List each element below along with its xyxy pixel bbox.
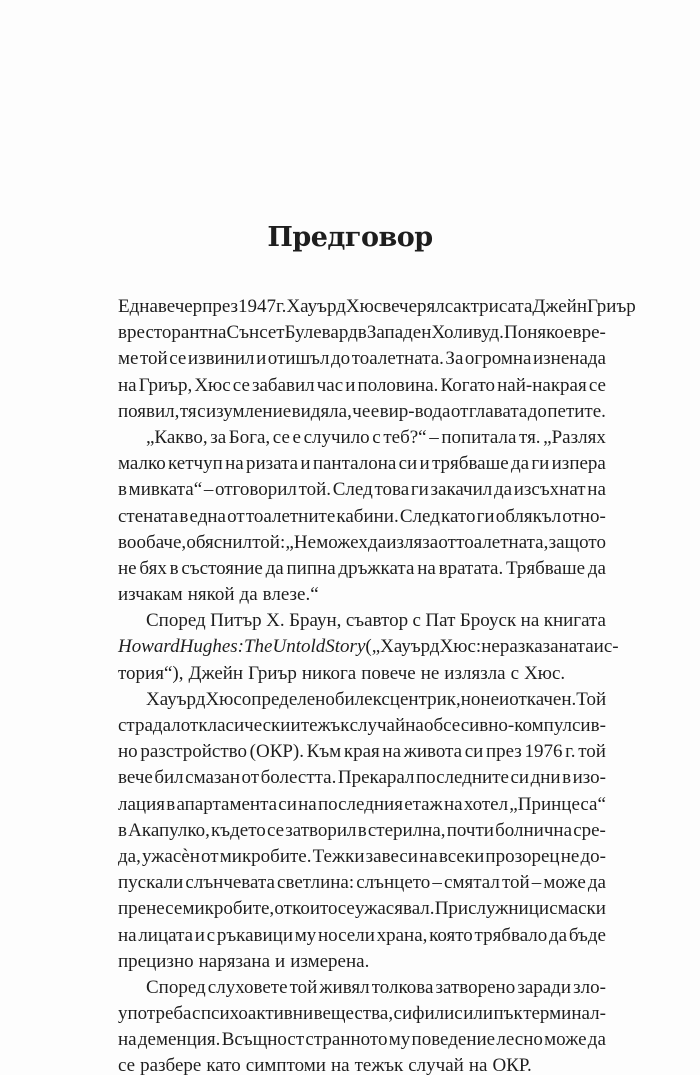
text-line: на деменция. Всъщност странното му поведение лесно може да [118, 1029, 606, 1051]
text-line: да, ужасѐн от микробите. Тежки завеси на всеки прозорец не до- [118, 845, 606, 867]
text-line: лация в апартамента си на последния етаж на хотел „Принцеса“ [118, 793, 606, 815]
text-line: ме той се извинил и отишъл до тоалетната. За огромна изненада [118, 348, 606, 370]
text-line: на лицата и с ръкавици му носели храна, която трябвало да бъде [118, 924, 606, 946]
text-line: стената в една от тоалетните кабини. След като ги облякъл отно- [118, 505, 606, 527]
text-line: малко кетчуп на ризата и панталона си и трябваше да ги изпера [118, 453, 606, 475]
text-line: „Какво, за Бога, се е случило с теб?“ – попитала тя. „Разлях [146, 426, 606, 448]
text-line: прецизно нарязана и измерена. [118, 950, 370, 972]
text-line: Според слуховете той живял толкова затворено заради зло- [146, 976, 606, 998]
text-line: в ресторант на Сънсет Булевард в Западен Холивуд. По някое вре- [118, 322, 606, 344]
text-line: в Акапулко, където се затворил в стерилна, почти болнична сре- [118, 819, 606, 841]
body-text [118, 294, 636, 1080]
text-line: не бях в състояние да пипна дръжката на вратата. Трябваше да [118, 557, 606, 579]
text-line: употреба с психоактивни вещества, сифилис или пък терминал- [118, 1003, 606, 1025]
text-line: страдал от класически и тежък случай на обсесивно-компулсив- [118, 715, 606, 736]
text-line: в мивката“ – отговорил той. След това ги закачил да изсъхнат на [118, 479, 606, 501]
text-line: во обаче, обяснил той: „Не можех да изляза от тоалетната, защото [118, 531, 606, 553]
text-line: пренесе микробите, от които се ужасявал. Прислужници с маски [118, 898, 606, 920]
text-line: пускали слънчевата светлина: слънцето – смятал той – може да [118, 872, 606, 894]
text-line: на Гриър, Хюс се забавил час и половина. Когато най-накрая се [118, 374, 606, 396]
text-line: Howard Hughes: The Untold Story („Хауърд Хюс: неразказаната ис- [118, 636, 619, 658]
text-line: изчакам някой да влезе.“ [118, 584, 319, 606]
text-line: вече бил смазан от болестта. Прекарал последните си дни в изо- [118, 767, 606, 789]
text-line: се разбере като симптоми на тежък случай на ОКР. [118, 1055, 532, 1077]
text-line: Според Питър Х. Браун, съавтор с Пат Броуск на книгата [146, 610, 606, 632]
text-line: появил, тя с изумление видяла, че е вир-вода от главата до петите. [118, 400, 606, 422]
chapter-heading: Предговор [267, 222, 433, 253]
text-line: тория“), Джейн Гриър никога повече не излязла с Хюс. [118, 662, 566, 684]
text-line: но разстройство (ОКР). Към края на живота си през 1976 г. той [118, 741, 606, 763]
text-line: Хауърд Хюс определено бил ексцентрик, но не и откачен. Той [146, 688, 607, 710]
text-line: Една вечер през 1947 г. Хауърд Хюс вечерял с актрисата Джейн Гриър [118, 296, 636, 317]
